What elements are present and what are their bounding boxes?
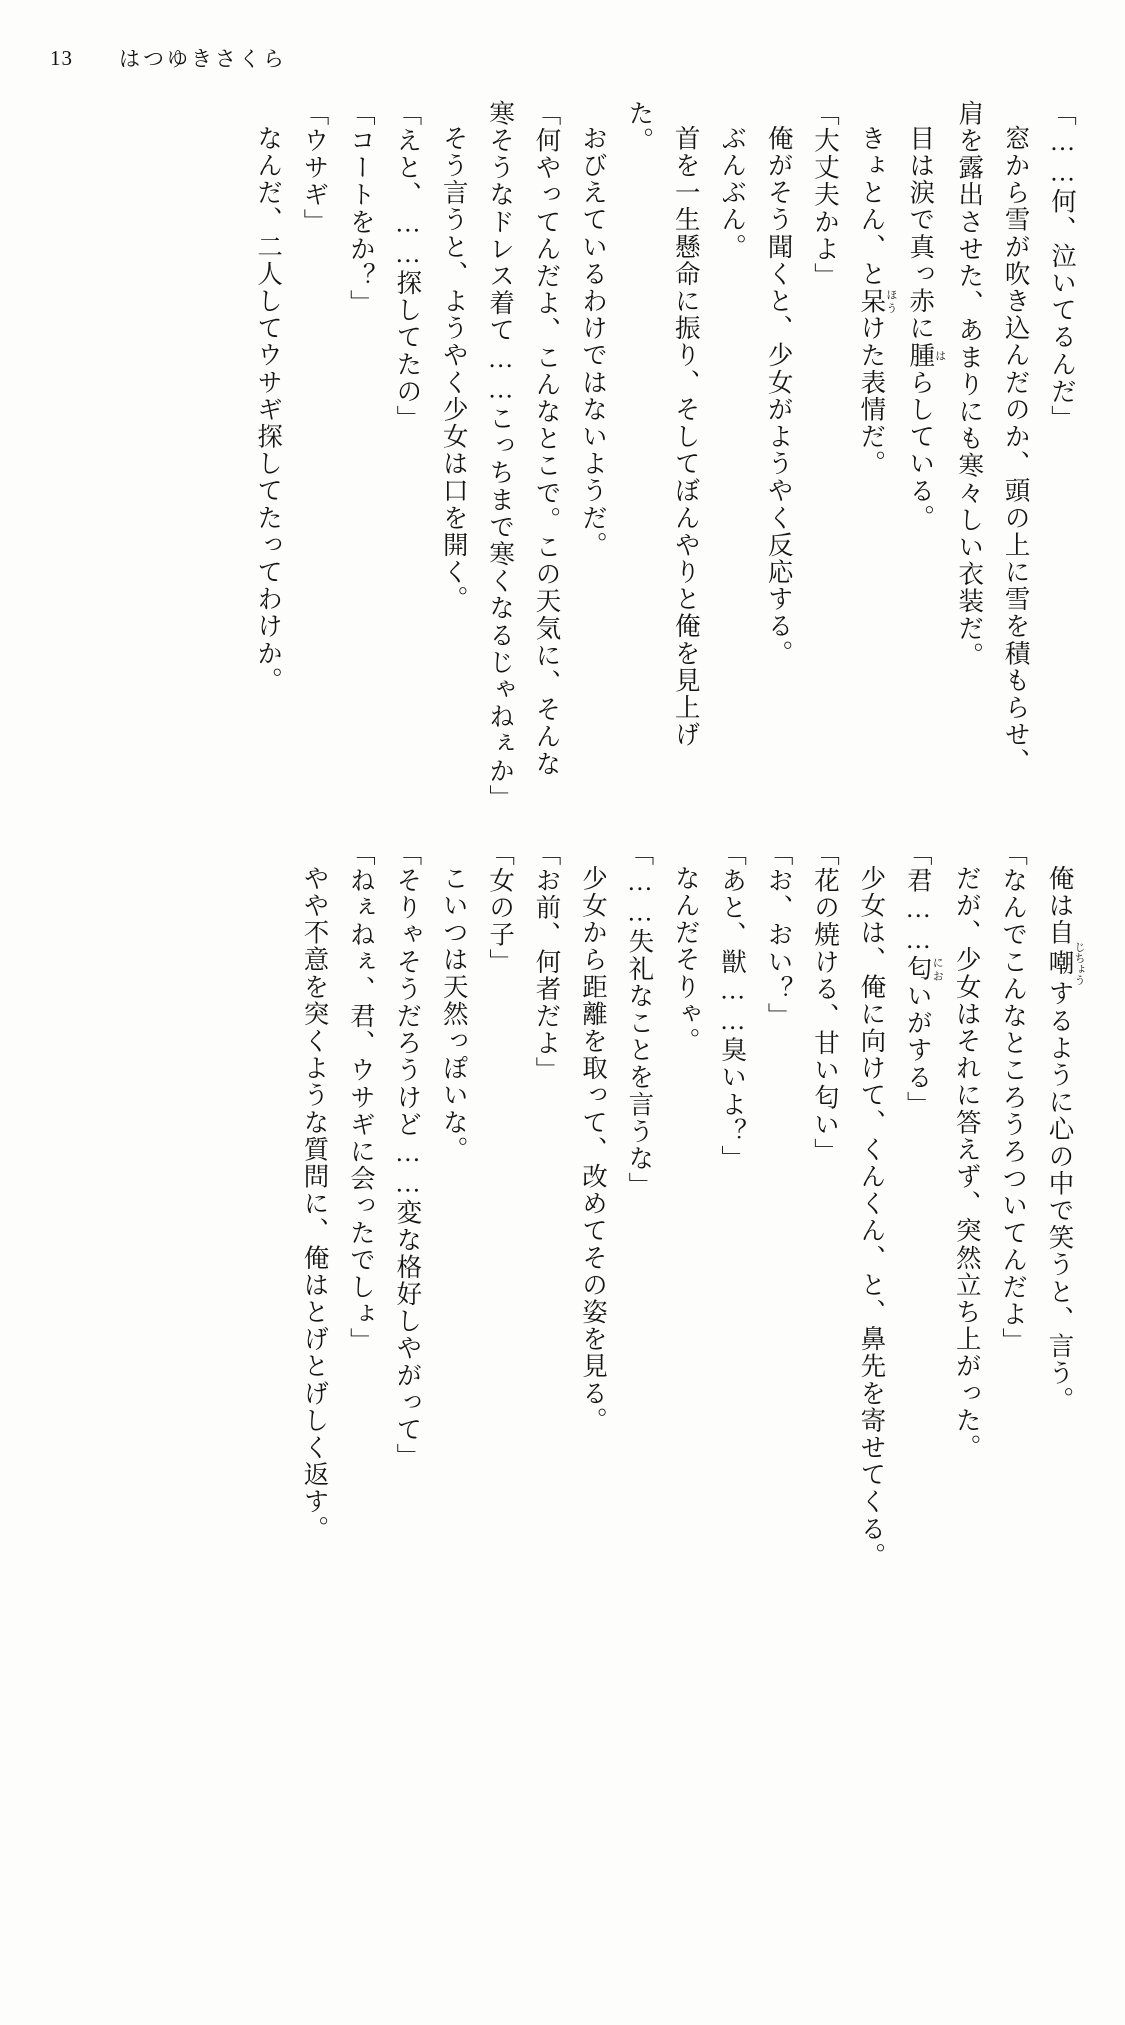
paragraph: おびえているわけではないようだ。 (578, 125, 608, 559)
paragraph: 「そりゃそうだろうけど……変な格好しやがって」 (393, 840, 423, 1471)
paragraph: 「……何、泣いてるんだ」 (1048, 100, 1077, 433)
paragraph: そう言うと、ようやく少女は口を開く。 (439, 125, 469, 613)
paragraph: なんだそりゃ。 (671, 865, 701, 1055)
paragraph: 少女から距離を取って、改めてその姿を見る。 (578, 865, 608, 1435)
paragraph: 「……失礼なことを言うな」 (625, 840, 655, 1200)
paragraph: 目は涙で真っ赤に腫はらしている。 (906, 125, 946, 532)
text-block-upper (254, 100, 1085, 812)
paragraph: 「なんでこんなところうろついてんだよ」 (999, 840, 1029, 1355)
paragraph: ぶんぶん。 (718, 125, 748, 261)
paragraph: やや不意を突くような質問に、俺はとげとげしく返す。 (300, 865, 330, 1543)
running-title: はつゆきさくら (119, 47, 287, 71)
paragraph: きょとん、と呆ほうけた表情だ。 (857, 125, 897, 478)
paragraph: 俺は自嘲じちょうするように心の中で笑うと、言う。 (1045, 865, 1085, 1414)
page-number: 13 (50, 45, 73, 70)
paragraph: 「コートをか？」 (346, 100, 376, 317)
paragraph: 「お前、何者だよ」 (532, 840, 562, 1084)
paragraph: なんだ、二人してウサギ探してたってわけか。 (254, 125, 284, 695)
paragraph: 「えと、……探してたの」 (393, 100, 423, 433)
paragraph: こいつは天然っぽいな。 (439, 865, 469, 1164)
paragraph: 少女は、俺に向けて、くんくん、と、鼻先を寄せてくる。 (857, 865, 887, 1570)
paragraph: 「お、おい？」 (764, 840, 794, 1030)
paragraph: 「君……匂においがする」 (903, 840, 944, 1119)
paragraph: 「ウサギ」 (300, 100, 330, 236)
paragraph: だが、少女はそれに答えず、突然立ち上がった。 (952, 865, 982, 1462)
paragraph: 俺がそう聞くと、少女がようやく反応する。 (764, 125, 794, 667)
paragraph: 「ねぇねぇ、君、ウサギに会ったでしょ」 (346, 840, 376, 1355)
paragraph: 「花の焼ける、甘い匂い」 (810, 840, 840, 1166)
body-text-area (44, 100, 1085, 1995)
paragraph: 首を一生懸命に振り、そしてぼんやりと俺を見上げた。 (625, 100, 701, 749)
text-block-lower (300, 840, 1085, 1970)
paragraph: 「何やってんだよ、こんなとこで。この天気に、そんな寒そうなドレス着て……こっちまで寒くなるじゃねぇか」 (486, 100, 562, 812)
paragraph: 窓から雪が吹き込んだのか、頭の上に雪を積もらせ、肩を露出させた、あまりにも寒々しい衣装だ。 (955, 100, 1031, 776)
page-header (50, 38, 1075, 78)
paragraph: 「あと、獣……臭いよ？」 (718, 840, 748, 1173)
paragraph: 「大丈夫かよ」 (810, 100, 840, 290)
paragraph: 「女の子」 (486, 840, 516, 976)
